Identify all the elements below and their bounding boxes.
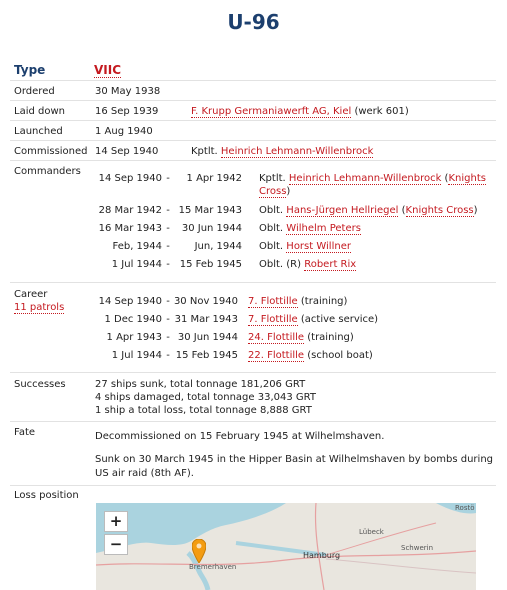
divider bbox=[10, 485, 496, 486]
commander-link[interactable]: Hans-Jürgen Hellriegel bbox=[286, 205, 399, 216]
dash: - bbox=[166, 350, 170, 361]
award-link[interactable]: Cross bbox=[259, 186, 287, 197]
road bbox=[315, 503, 324, 590]
launched-value: 1 Aug 1940 bbox=[95, 126, 153, 137]
divider bbox=[10, 282, 496, 283]
flotilla-entry bbox=[248, 314, 378, 325]
place-label: Bremerhaven bbox=[189, 563, 237, 571]
launched-label: Launched bbox=[14, 126, 63, 137]
dash: - bbox=[166, 332, 170, 343]
date-to: 30 Jun 1944 bbox=[181, 223, 242, 234]
road bbox=[96, 551, 476, 565]
flotilla-entry bbox=[248, 332, 354, 343]
dash: - bbox=[166, 241, 170, 252]
border bbox=[326, 559, 476, 573]
fate-label: Fate bbox=[14, 427, 36, 438]
date-to: 31 Mar 1943 bbox=[174, 314, 238, 325]
zoom-in-button[interactable]: + bbox=[104, 511, 128, 532]
date-to: 30 Nov 1940 bbox=[173, 296, 238, 307]
patrols-link[interactable]: 11 patrols bbox=[14, 302, 65, 313]
flotilla-link[interactable]: 7. Flottille bbox=[248, 296, 298, 307]
flotilla-note: (active service) bbox=[300, 314, 379, 325]
date-from: 14 Sep 1940 bbox=[98, 296, 162, 307]
divider bbox=[10, 80, 496, 81]
rank: Kptlt. bbox=[191, 146, 218, 157]
rank: Oblt. (R) bbox=[259, 259, 302, 270]
award-link[interactable]: Knights bbox=[448, 173, 486, 184]
successes-label: Successes bbox=[14, 379, 66, 390]
date-to: 30 Jun 1944 bbox=[177, 332, 238, 343]
place-label: Schwerin bbox=[401, 544, 434, 552]
divider bbox=[10, 120, 496, 121]
commander-entry-cont bbox=[259, 186, 290, 197]
ordered-label: Ordered bbox=[14, 86, 55, 97]
commanders-label: Commanders bbox=[14, 166, 81, 177]
dash: - bbox=[166, 173, 170, 184]
commissioned-label: Commissioned bbox=[14, 146, 88, 157]
commander-entry bbox=[259, 241, 351, 252]
paren: ( bbox=[398, 205, 406, 216]
successes-line: 4 ships damaged, total tonnage 33,043 GRT bbox=[95, 392, 316, 403]
werk-number: (werk 601) bbox=[354, 106, 409, 117]
career-label: Career bbox=[14, 289, 48, 300]
place-label: Lübeck bbox=[359, 528, 384, 536]
divider bbox=[10, 421, 496, 422]
dash: - bbox=[166, 223, 170, 234]
rank: Oblt. bbox=[259, 223, 284, 234]
flotilla-note: (training) bbox=[300, 296, 348, 307]
flotilla-link[interactable]: 22. Flottille bbox=[248, 350, 305, 361]
commander-link[interactable]: Heinrich Lehmann-Willenbrock bbox=[220, 146, 374, 157]
paren: ) bbox=[473, 205, 478, 216]
divider bbox=[10, 100, 496, 101]
commander-entry bbox=[259, 259, 356, 270]
date-from: 14 Sep 1940 bbox=[98, 173, 162, 184]
flotilla-entry bbox=[248, 296, 347, 307]
fate-paragraph: Decommissioned on 15 February 1945 at Wilhelmshaven. bbox=[95, 431, 385, 442]
date-from: 1 Dec 1940 bbox=[104, 314, 162, 325]
page-title: U-96 bbox=[227, 10, 280, 34]
commander-entry bbox=[259, 205, 478, 216]
map-pin-icon[interactable] bbox=[192, 539, 206, 563]
divider bbox=[10, 372, 496, 373]
date-to: 1 Apr 1942 bbox=[186, 173, 242, 184]
flotilla-entry bbox=[248, 350, 373, 361]
type-value-link[interactable]: VIIC bbox=[94, 63, 122, 77]
dash: - bbox=[166, 314, 170, 325]
fate-paragraph: Sunk on 30 March 1945 in the Hipper Basin at Wilhelmshaven by bombs during bbox=[95, 454, 494, 465]
commissioned-date: 14 Sep 1940 bbox=[95, 146, 159, 157]
successes-line: 1 ship a total loss, total tonnage 8,888 GRT bbox=[95, 405, 312, 416]
commander-entry bbox=[259, 173, 486, 184]
date-to: 15 Feb 1945 bbox=[179, 259, 242, 270]
date-from: 1 Jul 1944 bbox=[111, 259, 162, 270]
date-from: 28 Mar 1942 bbox=[98, 205, 162, 216]
place-label: Hamburg bbox=[303, 551, 341, 560]
dash: - bbox=[166, 259, 170, 270]
rank: Oblt. bbox=[259, 205, 284, 216]
laid-down-date: 16 Sep 1939 bbox=[95, 106, 159, 117]
flotilla-link[interactable]: 24. Flottille bbox=[248, 332, 305, 343]
paren: ( bbox=[441, 173, 449, 184]
rank: Oblt. bbox=[259, 241, 284, 252]
laid-down-label: Laid down bbox=[14, 106, 65, 117]
dash: - bbox=[166, 205, 170, 216]
ordered-value: 30 May 1938 bbox=[95, 86, 161, 97]
shipyard-link[interactable]: F. Krupp Germaniawerft AG, Kiel bbox=[191, 106, 352, 117]
flotilla-note: (training) bbox=[307, 332, 354, 343]
loss-position-label: Loss position bbox=[14, 490, 79, 501]
place-label: Rostö bbox=[455, 504, 475, 512]
paren: ) bbox=[286, 186, 291, 197]
date-to: 15 Feb 1945 bbox=[175, 350, 238, 361]
dash: - bbox=[166, 296, 170, 307]
award-link[interactable]: Knights Cross bbox=[405, 205, 474, 216]
commander-link[interactable]: Wilhelm Peters bbox=[286, 223, 361, 234]
date-from: Feb, 1944 bbox=[112, 241, 162, 252]
commander-link[interactable]: Horst Willner bbox=[286, 241, 351, 252]
successes-line: 27 ships sunk, total tonnage 181,206 GRT bbox=[95, 379, 306, 390]
fate-paragraph-cont: US air raid (8th AF). bbox=[95, 468, 194, 479]
commissioned-commander bbox=[191, 146, 373, 157]
commander-entry bbox=[259, 223, 361, 234]
commander-link[interactable]: Robert Rix bbox=[304, 259, 357, 270]
loss-position-map[interactable] bbox=[96, 503, 476, 590]
divider bbox=[10, 140, 496, 141]
date-from: 1 Apr 1943 bbox=[106, 332, 162, 343]
date-to: 15 Mar 1943 bbox=[178, 205, 242, 216]
laid-down-row bbox=[191, 106, 409, 117]
flotilla-link[interactable]: 7. Flottille bbox=[248, 314, 298, 325]
type-label: Type bbox=[14, 63, 46, 77]
date-from: 16 Mar 1943 bbox=[98, 223, 162, 234]
flotilla-note: (school boat) bbox=[307, 350, 373, 361]
date-to: Jun, 1944 bbox=[194, 241, 242, 252]
rank: Kptlt. bbox=[259, 173, 286, 184]
date-from: 1 Jul 1944 bbox=[111, 350, 162, 361]
divider bbox=[10, 160, 496, 161]
zoom-out-button[interactable]: − bbox=[104, 534, 128, 555]
commander-link[interactable]: Heinrich Lehmann-Willenbrock bbox=[288, 173, 442, 184]
